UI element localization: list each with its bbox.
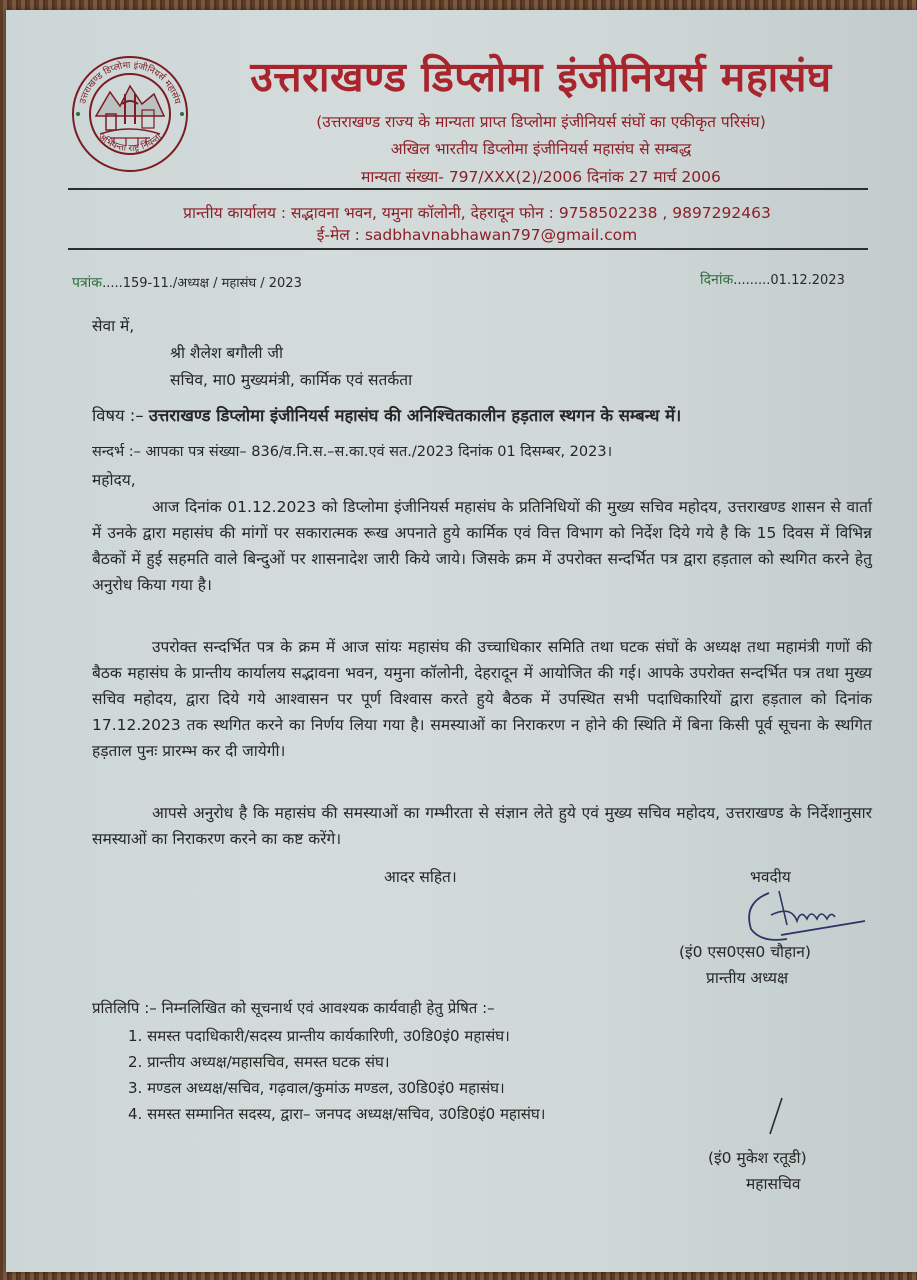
valediction: भवदीय [750, 868, 791, 886]
affiliation-line: अखिल भारतीय डिप्लोमा इंजीनियर्स महासंघ से सम्बद्ध [390, 140, 692, 158]
office-address: प्रान्तीय कार्यालय : सद्भावना भवन, यमुना कॉलोनी, देहरादून फोन : 9758502238 , 9897292463 [183, 204, 771, 222]
subject-label: विषय :– [92, 406, 144, 425]
office-email[interactable]: ई-मेल : sadbhavnabhawan797@gmail.com [316, 226, 638, 244]
paragraph-text: उपरोक्त सन्दर्भित पत्र के क्रम में आज सांयः महासंघ की उच्चाधिकार समिति तथा घटक संघों के अध्यक्ष तथा महामंत्री गणों की बैठक महासंघ के प्रान्तीय कार्यालय सद्भावना भवन, यमुना कॉलोनी, देहरादून में आयोजित की गई। आपके उपरोक्त सन्दर्भित पत्र तथा मुख्य सचिव महोदय, द्वारा दिये गये आश्वासन पर पूर्ण विश्वास करते हुये बैठक में उपस्थित सभी पदाधिकारियों द्वारा हड़ताल को दिनांक 17.12.2023 तक स्थगित करने का निर्णय लिया गया है। समस्याओं का निराकरण न होने की स्थिति में बिना किसी पूर्व सूचना के स्थगित हड़ताल पुनः प्रारम्भ कर दी जायेगी। [92, 638, 872, 760]
date-label: दिनांक [700, 272, 734, 288]
salutation-to: सेवा में, [92, 317, 135, 335]
header-divider-top [68, 188, 868, 190]
subject-text: उत्तराखण्ड डिप्लोमा इंजीनियर्स महासंघ की अनिश्चितकालीन हड़ताल स्थगन के सम्बन्ध में। [148, 406, 682, 425]
svg-text:अभियन्ता राष्ट्र नियन्ता: अभियन्ता राष्ट्र नियन्ता [96, 132, 164, 154]
signatory-2-name: (इं0 मुकेश रतूडी) [708, 1149, 807, 1167]
header-divider-bottom [68, 248, 868, 250]
copy-to-item-4: 4. समस्त सम्मानित सदस्य, द्वारा– जनपद अध्यक्ष/सचिव, उ0डि0इं0 महासंघ। [128, 1105, 546, 1123]
copy-to-item-2: 2. प्रान्तीय अध्यक्ष/महासचिव, समस्त घटक संघ। [128, 1053, 390, 1071]
signature-stroke-icon [766, 1096, 786, 1136]
copy-to-label: प्रतिलिपि :– निम्नलिखित को सूचनार्थ एवं आवश्यक कार्यवाही हेतु प्रेषित :– [92, 999, 495, 1017]
greeting: महोदय, [92, 471, 136, 489]
body-paragraph-3 [92, 800, 872, 852]
signatory-1-designation: प्रान्तीय अध्यक्ष [706, 969, 789, 987]
paragraph-text: आपसे अनुरोध है कि महासंघ की समस्याओं का गम्भीरता से संज्ञान लेते हुये एवं मुख्य सचिव महोदय, उत्तराखण्ड के निर्देशानुसार समस्याओं का निराकरण करने का कष्ट करेंगे। [92, 804, 872, 848]
reference-label: पत्रांक [72, 275, 103, 291]
letter-reference-number [72, 273, 302, 292]
addressee-designation: सचिव, मा0 मुख्यमंत्री, कार्मिक एवं सतर्कता [170, 371, 413, 389]
reference-line-text: आपका पत्र संख्या– 836/व.नि.स.–स.का.एवं सत./2023 दिनांक 01 दिसम्बर, 2023। [145, 444, 613, 460]
letter-date [700, 270, 845, 289]
signatory-2-designation: महासचिव [746, 1175, 801, 1193]
reference-value: .....159-11./अध्यक्ष / महासंघ / 2023 [102, 276, 302, 291]
letter-page [6, 10, 917, 1272]
paragraph-text: आज दिनांक 01.12.2023 को डिप्लोमा इंजीनियर्स महासंघ के प्रतिनिधियों की मुख्य सचिव महोदय, उत्तराखण्ड शासन से वार्ता में उनके द्वारा महासंघ की मांगों पर सकारात्मक रूख अपनाते हुये कार्मिक एवं वित्त विभाग को निर्देश दिये गये है कि 15 दिवस में विभिन्न बैठकों में हुई सहमति वाले बिन्दुओं पर शासनादेश जारी किये जाये। जिसके क्रम में उपरोक्त सन्दर्भित पत्र द्वारा हड़ताल को स्थगित करने हेतु अनुरोध किया गया है। [92, 498, 872, 594]
addressee-name: श्री शैलेश बगौली जी [170, 344, 283, 362]
subject-line [92, 403, 681, 426]
date-value: .........01.12.2023 [733, 273, 845, 288]
copy-to-item-3: 3. मण्डल अध्यक्ष/सचिव, गढ़वाल/कुमांऊ मण्डल, उ0डि0इं0 महासंघ। [128, 1079, 505, 1097]
copy-to-item-1: 1. समस्त पदाधिकारी/सदस्य प्रान्तीय कार्यकारिणी, उ0डि0इं0 महासंघ। [128, 1027, 510, 1045]
organization-title: उत्तराखण्ड डिप्लोमा इंजीनियर्स महासंघ [250, 53, 832, 101]
emblem-logo-icon [70, 54, 190, 174]
signature-icon [741, 885, 871, 945]
closing-line: आदर सहित। [384, 868, 457, 886]
recognition-number: मान्यता संख्या- 797/XXX(2)/2006 दिनांक 27 मार्च 2006 [361, 168, 721, 186]
organization-subtitle: (उत्तराखण्ड राज्य के मान्यता प्राप्त डिप्लोमा इंजीनियर्स संघों का एकीकृत परिसंघ) [316, 113, 766, 131]
body-paragraph-2 [92, 634, 872, 764]
reference-line-label: सन्दर्भ :– [92, 444, 141, 460]
svg-text:उत्तराखण्ड डिप्लोमा इंजीनियर्स: उत्तराखण्ड डिप्लोमा इंजीनियर्स महासंघ [78, 60, 182, 106]
reference-line [92, 441, 612, 461]
signatory-1-name: (इं0 एस0एस0 चौहान) [679, 943, 811, 961]
body-paragraph-1 [92, 494, 872, 598]
